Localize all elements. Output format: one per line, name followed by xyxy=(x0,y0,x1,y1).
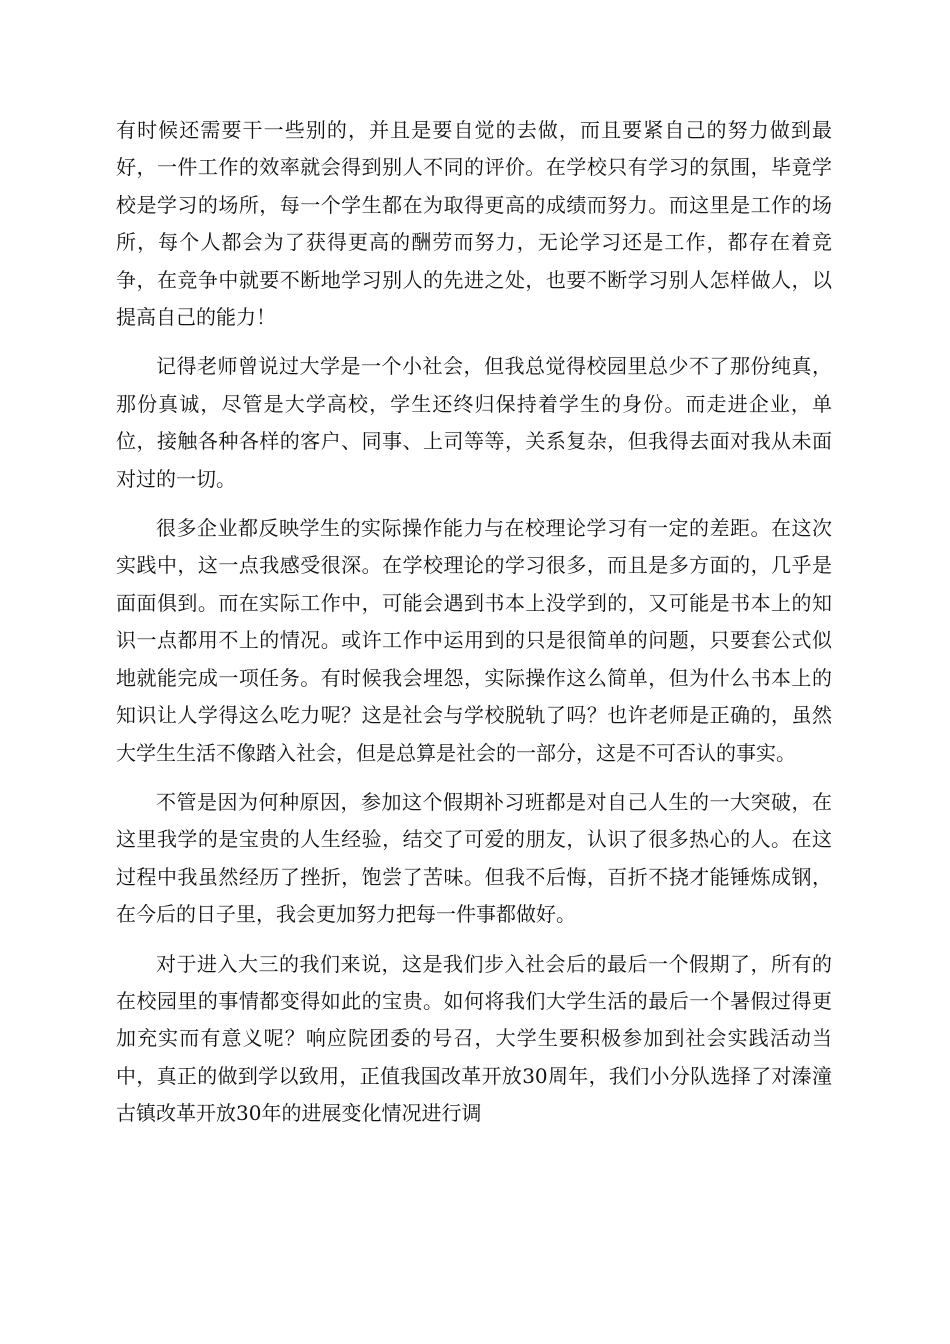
paragraph-4: 不管是因为何种原因，参加这个假期补习班都是对自己人生的一大突破，在这里我学的是宝贵的人生经验，结交了可爱的朋友，认识了很多热心的人。在这过程中我虽然经历了挫折，饱尝了苦味。但我不后悔，百折不挠才能锤炼成钢，在今后的日子里，我会更加努力把每一件事都做好。 xyxy=(116,789,832,927)
paragraph-2: 记得老师曾说过大学是一个小社会，但我总觉得校园里总少不了那份纯真，那份真诚，尽管是大学高校，学生还终归保持着学生的身份。而走进企业，单位，接触各种各样的客户、同事、上司等等，关系复杂，但我得去面对我从未面对过的一切。 xyxy=(116,354,832,491)
paragraph-1: 有时候还需要干一些别的，并且是要自觉的去做，而且要紧自己的努力做到最好，一件工作的效率就会得到别人不同的评价。在学校只有学习的氛围，毕竟学校是学习的场所，每一个学生都在为取得更高的成绩而努力。而这里是工作的场所，每个人都会为了获得更高的酬劳而努力，无论学习还是工作，都存在着竞争，在竞争中就要不断地学习别人的先进之处，也要不断学习别人怎样做人，以提高自己的能力！ xyxy=(116,118,832,330)
document-body xyxy=(116,112,832,1133)
paragraph-3: 很多企业都反映学生的实际操作能力与在校理论学习有一定的差距。在这次实践中，这一点我感受很深。在学校理论的学习很多，而且是多方面的，几乎是面面俱到。而在实际工作中，可能会遇到书本上没学到的，又可能是书本上的知识一点都用不上的情况。或许工作中运用到的只是很简单的问题，只要套公式似地就能完成一项任务。有时候我会埋怨，实际操作这么简单，但为什么书本上的知识让人学得这么吃力呢？这是社会与学校脱轨了吗？也许老师是正确的，虽然大学生生活不像踏入社会，但是总算是社会的一部分，这是不可否认的事实。 xyxy=(116,516,832,765)
paragraph-5: 对于进入大三的我们来说，这是我们步入社会后的最后一个假期了，所有的在校园里的事情都变得如此的宝贵。如何将我们大学生活的最后一个暑假过得更加充实而有意义呢？响应院团委的号召，大学生要积极参加到社会实践活动当中，真正的做到学以致用，正值我国改革开放30周年，我们小分队选择了对溱潼古镇改革开放30年的进展变化情况进行调 xyxy=(116,951,832,1126)
